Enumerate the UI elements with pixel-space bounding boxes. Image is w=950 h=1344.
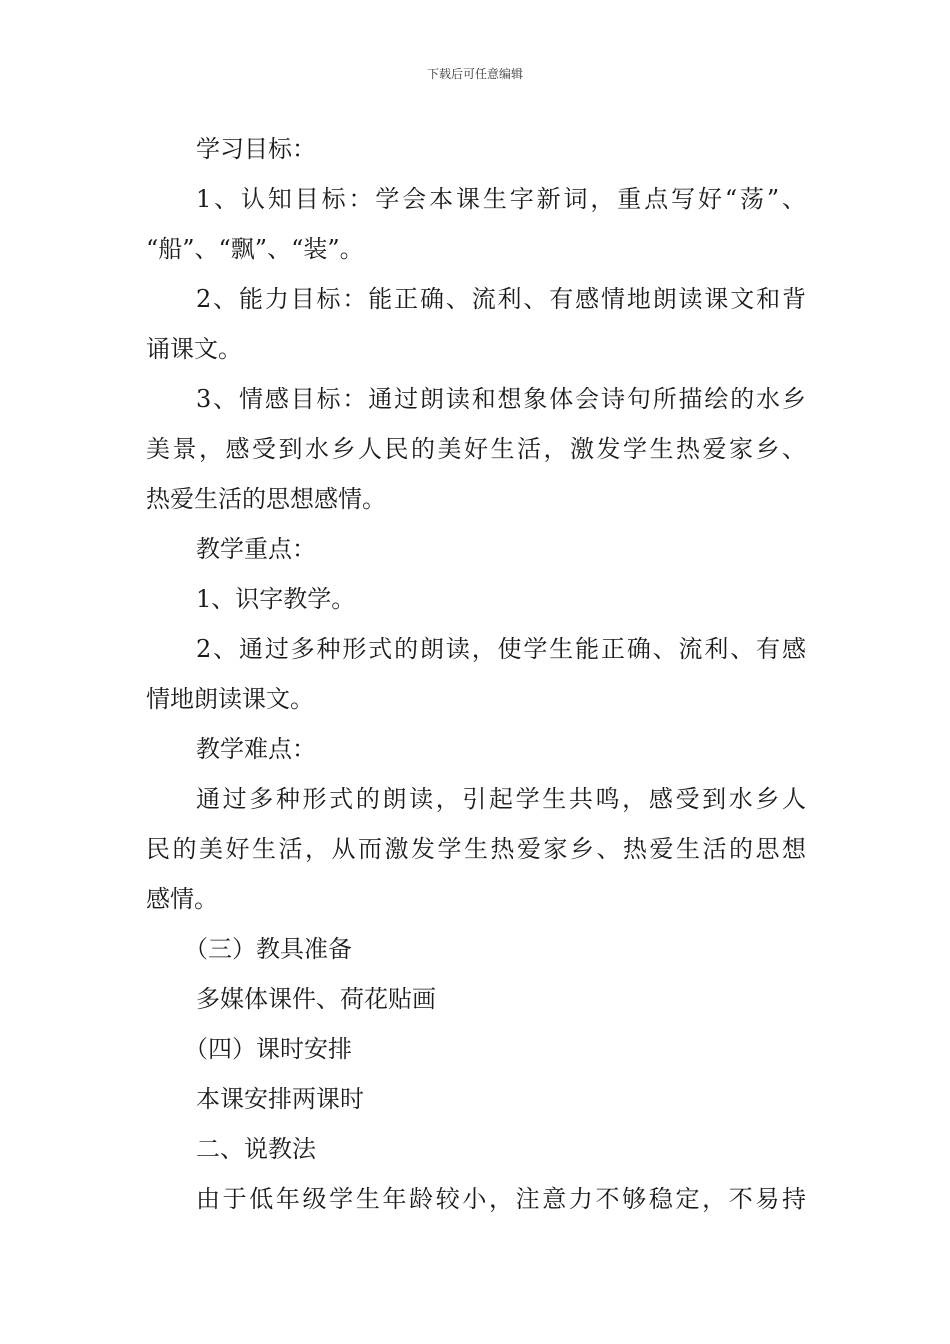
paragraph-line: 由于低年级学生年龄较小，注意力不够稳定，不易持: [196, 1185, 806, 1213]
paragraph-line: 2、通过多种形式的朗读，使学生能正确、流利、有感: [196, 635, 806, 663]
paragraph-line: 情地朗读课文。: [146, 685, 314, 713]
paragraph-line: 1、认知目标：学会本课生字新词，重点写好“荡”、: [196, 185, 806, 213]
paragraph-line: 1、识字教学。: [196, 585, 356, 613]
heading-lesson-schedule: （四）课时安排: [184, 1035, 352, 1063]
paragraph-line: 美景，感受到水乡人民的美好生活，激发学生热爱家乡、: [146, 435, 806, 463]
paragraph-line: 民的美好生活，从而激发学生热爱家乡、热爱生活的思想: [146, 835, 806, 863]
paragraph-line: 3、情感目标：通过朗读和想象体会诗句所描绘的水乡: [196, 385, 806, 413]
heading-teaching-difficulty: 教学难点：: [196, 735, 316, 763]
paragraph-line: 2、能力目标：能正确、流利、有感情地朗读课文和背: [196, 285, 806, 313]
heading-teaching-method: 二、说教法: [196, 1135, 316, 1163]
page-header-note: 下载后可任意编辑: [426, 67, 523, 81]
document-body: [146, 124, 806, 1224]
paragraph-line: “船”、“飘”、“装”。: [146, 235, 364, 263]
heading-teaching-aids: （三）教具准备: [184, 935, 352, 963]
heading-learning-objectives: 学习目标：: [196, 135, 316, 163]
paragraph-line: 多媒体课件、荷花贴画: [196, 985, 436, 1013]
heading-teaching-focus: 教学重点：: [196, 535, 316, 563]
paragraph-line: 诵课文。: [146, 335, 242, 363]
paragraph-line: 通过多种形式的朗读，引起学生共鸣，感受到水乡人: [196, 785, 806, 813]
paragraph-line: 本课安排两课时: [196, 1085, 364, 1113]
paragraph-line: 热爱生活的思想感情。: [146, 485, 386, 513]
paragraph-line: 感情。: [146, 885, 218, 913]
